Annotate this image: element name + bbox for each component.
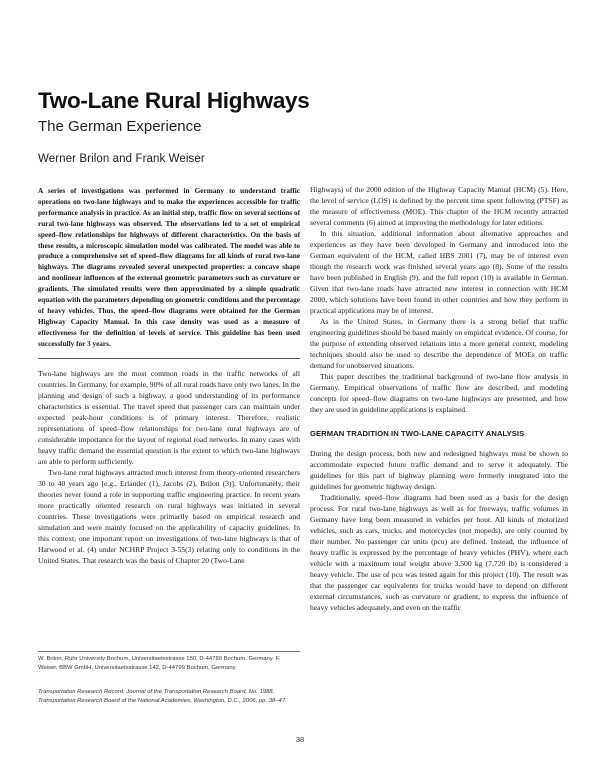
abstract <box>38 186 300 350</box>
body-paragraph: Highways) of the 2000 edition of the Highway Capacity Manual (HCM) (5). Here, the level of service (LOS) is defined by the percent time spent following (PTSF) as the measure of effectiveness (MOE). This chapter of the HCM recently attracted several comments (6) aimed at improving the methodology for later editions. <box>310 185 568 227</box>
section-heading: GERMAN TRADITION IN TWO-LANE CAPACITY ANALYSIS <box>310 429 525 438</box>
right-column <box>310 184 568 613</box>
page-number: 38 <box>295 735 305 744</box>
body-paragraph: This paper describes the traditional background of two-lane flow analysis in Germany. Empirical observations of traffic flow are described, and modeling concepts for speed–flow diagrams on two-lane highways are presented, and how they are used in guideline applications is explained. <box>310 372 568 414</box>
body-paragraph: Two-lane highways are the most common roads in the traffic networks of all countries. In Germany, for example, 90% of all rural roads have only two lanes. In the planning and design of such a highway, a good understanding of its performance characteristics is essential. The travel speed that passenger cars can maintain under expected peak-hour conditions is of primary interest. Therefore, realistic representations of speed–flow relationships for two-lane rural highways are of considerable importance for the layout of regional road networks. In many cases with heavy traffic demand the essential question is the extent to which two-lane highways are able to perform sufficiently. <box>38 369 300 466</box>
footnote-divider <box>38 651 300 652</box>
body-paragraph: In this situation, additional information about alternative approaches and experiences as they have been developed in Germany and introduced into the German equivalent of the HCM, called HBS 2001 (7), may be of interest even though the research work was finished several years ago (8). Some of the results have been published in English (9), and the full report (10) is available in German. Given that two-lane roads have attracted new interest in connection with HCM 2000, which solutions have been found in other countries and how they perform in practical applications may be of interest. <box>310 229 568 315</box>
paper-title: Two-Lane Rural Highways <box>38 88 310 113</box>
body-paragraph: Two-lane rural highways attracted much interest from theory-oriented researchers 30 to 40 years ago [e.g., Erlander (1), Jacobs (2), Brilon (3)]. Unfortunately, their theories never found a role in supporting traffic engineering practice. In recent years more practically oriented research on rural highways was initiated in several countries. These investigations were primarily based on empirical research and simulation and were mainly focused on the applicability of capacity guidelines. In this context, one important report on investigations of two-lane highways is that of Harwood et al. (4) under NCHRP Project 3-55(3) relating only to conditions in the United States. That research was the basis of Chapter 20 (Two-Lane <box>38 468 300 565</box>
paper-subtitle: The German Experience <box>38 118 202 135</box>
left-column <box>38 368 300 566</box>
citation-footnote: Transportation Research Record: Journal of the Transportation Research Board, No. 1988, Transportation Research Board of the National Academies, Washington, D.C., 2006, pp. 38–47. <box>38 689 287 704</box>
affiliation-footnote: W. Brilon, Ruhr University Bochum, Universitaetsstrasse 150, D-44780 Bochum, Germany. F. Weiser, BBW GmbH, Universitaetsstrasse 142, D-44799 Bochum, Germany. <box>38 656 281 671</box>
author-line: Werner Brilon and Frank Weiser <box>38 153 205 165</box>
body-paragraph: As in the United States, in Germany there is a strong belief that traffic engineering guidelines should be based mainly on empirical evidence. Of course, for the purpose of extending observed relations into a more general context, modeling techniques should also be used to describe the dependence of MOEs on traffic demand for unobserved situations. <box>310 317 568 370</box>
body-paragraph: Traditionally, speed–flow diagrams had been used as a basis for the design process. For rural two-lane highways as well as for freeways, traffic volumes in Germany have long been measured in vehicles per hour. All kinds of motorized vehicles, such as cars, trucks, and motorcycles (not mopeds), are only counted by their number. No passenger car units (pcu) are defined. Instead, the influence of heavy traffic is expressed by the percentage of heavy vehicles (PHV), where each vehicle with a maximum total weight above 3,500 kg (7,720 lb) is considered a heavy vehicle. The use of pcu was tested again for this project (10). The result was that the passenger car equivalents for trucks would have to depend on different external circumstances, such as curvature or gradient, to express the influence of heavy vehicles adequately, and even on the traffic <box>310 492 568 612</box>
abstract-divider <box>38 358 300 359</box>
abstract-text: A series of investigations was performed in Germany to understand traffic operations on two-lane highways and to make the experiences accessible for traffic performance analysis in practice. As an initial step, traffic flow on several sections of rural two-lane highways was observed. The observations led to a set of empirical speed–flow relationships for highways of different characteristics. On the basis of these results, a microscopic simulation model was calibrated. The model was able to produce a comprehensive set of speed–flow diagrams for all kinds of rural two-lane highways. The diagrams revealed several unexpected properties: a concave shape and nonlinear influences of the external geometric parameters such as curvature or gradients. The simulated results were then approximated by a simple quadratic equation with the parameters depending on geometric conditions and the percentage of heavy vehicles. Thus, the speed–flow diagrams were obtained for the German Highway Capacity Manual. In this case density was used as a measure of effectiveness for the definition of levels of service. This guideline has been used successfully for 3 years. <box>38 187 300 348</box>
body-paragraph: During the design process, both new and redesigned highways must be shown to accommodate expected future traffic demand and to serve it adequately. The guidelines for this part of highway planning were formerly integrated into the guidelines for geometric highway design. <box>310 448 568 491</box>
